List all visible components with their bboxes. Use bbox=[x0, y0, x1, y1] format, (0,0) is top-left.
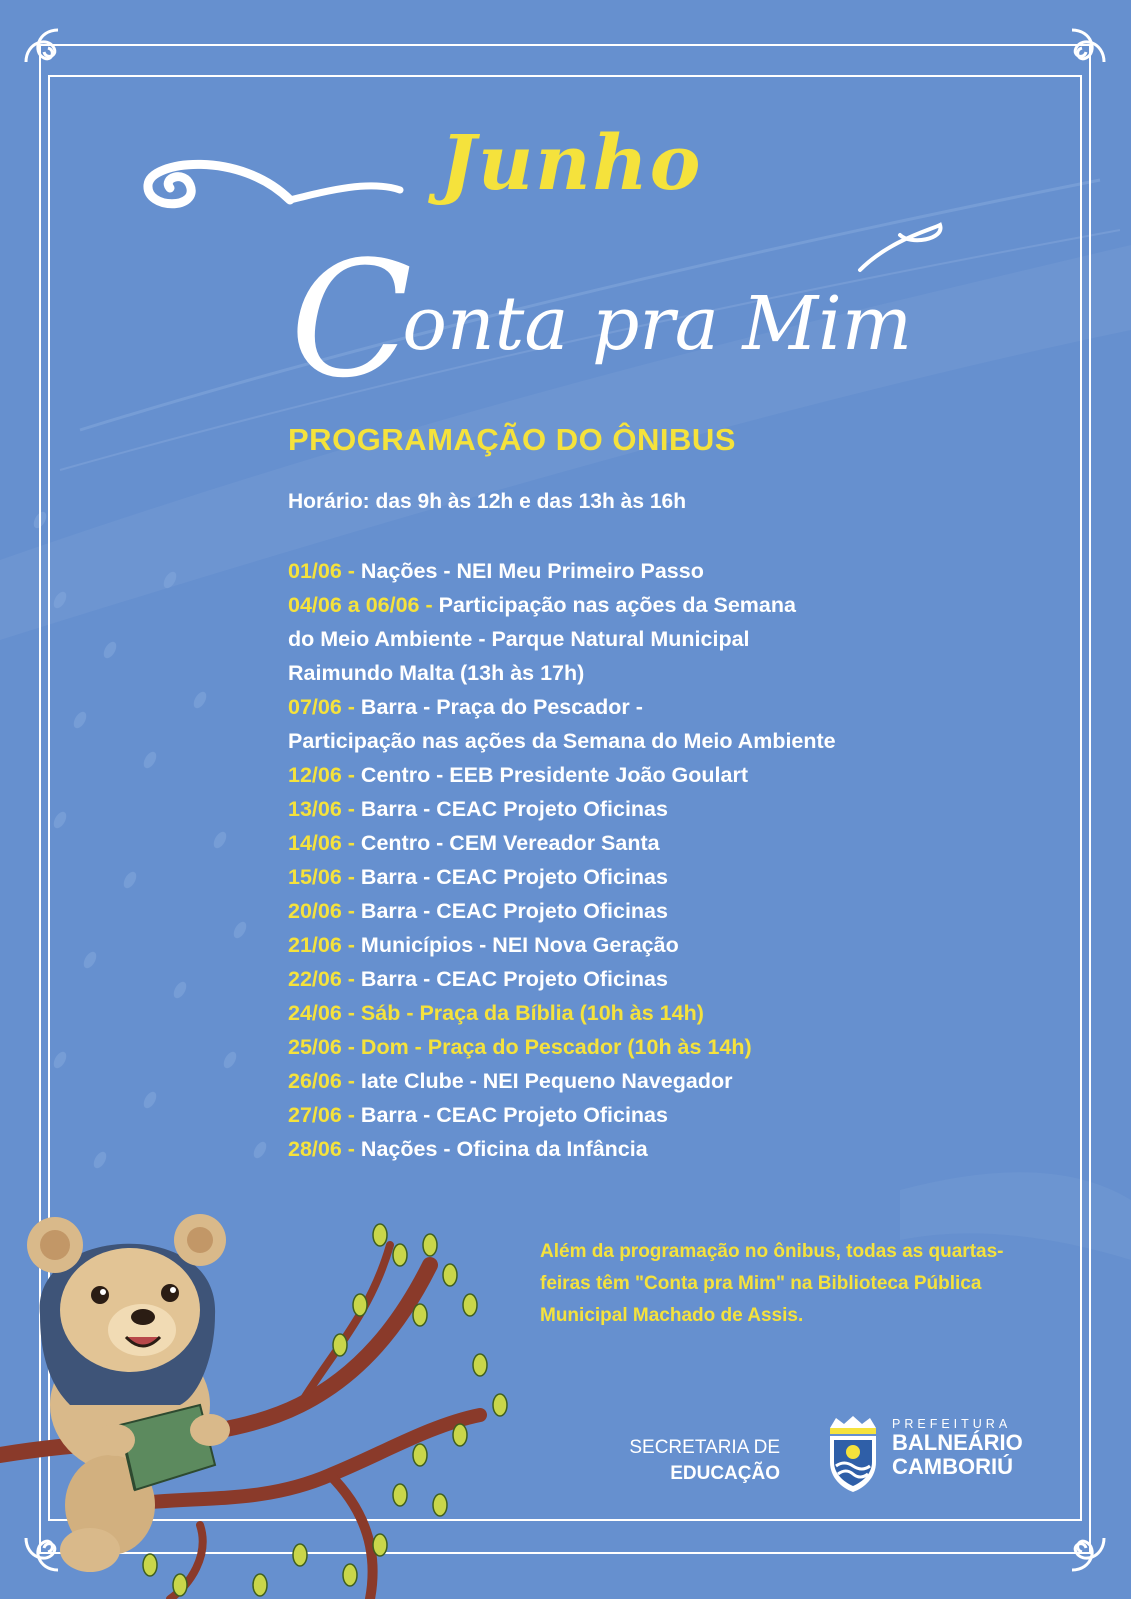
schedule-line bbox=[288, 554, 1008, 588]
schedule-list bbox=[288, 554, 1008, 1166]
bear-reading-illustration bbox=[0, 1205, 520, 1599]
schedule-line bbox=[288, 1098, 1008, 1132]
department-logo bbox=[612, 1435, 780, 1487]
schedule-desc: Barra - Praça do Pescador - bbox=[360, 695, 643, 719]
city-prefix: PREFEITURA bbox=[892, 1417, 1012, 1431]
title-main bbox=[290, 200, 913, 413]
schedule-date: 28/06 - bbox=[288, 1137, 361, 1161]
section-title: PROGRAMAÇÃO DO ÔNIBUS bbox=[288, 422, 736, 457]
title-month: Junho bbox=[440, 118, 703, 207]
schedule-desc: Barra - CEAC Projeto Oficinas bbox=[360, 797, 668, 821]
schedule-line bbox=[288, 622, 1008, 656]
title-initial: C bbox=[290, 226, 413, 413]
schedule-date: 22/06 - bbox=[288, 967, 361, 991]
title-rest: onta pra Mim bbox=[402, 281, 913, 367]
schedule-line bbox=[288, 656, 1008, 690]
department-line1: SECRETARIA DE bbox=[629, 1437, 780, 1458]
department-line2: EDUCAÇÃO bbox=[670, 1463, 780, 1484]
schedule-date: 04/06 a 06/06 - bbox=[288, 593, 439, 617]
schedule-date: 07/06 - bbox=[288, 695, 361, 719]
schedule-line bbox=[288, 962, 1008, 996]
schedule-desc: do Meio Ambiente - Parque Natural Municipal bbox=[288, 627, 750, 651]
schedule-hours: Horário: das 9h às 12h e das 13h às 16h bbox=[288, 490, 687, 513]
schedule-line-weekend bbox=[288, 996, 1008, 1030]
schedule-desc: Centro - CEM Vereador Santa bbox=[360, 831, 660, 855]
schedule-desc: Nações - NEI Meu Primeiro Passo bbox=[360, 559, 704, 583]
schedule-desc: Barra - CEAC Projeto Oficinas bbox=[360, 1103, 668, 1127]
schedule-line bbox=[288, 690, 1008, 724]
schedule-line bbox=[288, 724, 1008, 758]
corner-ornament-icon bbox=[18, 22, 82, 86]
schedule-date: 25/06 - bbox=[288, 1035, 361, 1059]
schedule-date: 27/06 - bbox=[288, 1103, 361, 1127]
schedule-desc: Barra - CEAC Projeto Oficinas bbox=[360, 865, 668, 889]
schedule-date: 15/06 - bbox=[288, 865, 361, 889]
schedule-date: 26/06 - bbox=[288, 1069, 361, 1093]
schedule-desc: Sáb - Praça da Bíblia (10h às 14h) bbox=[360, 1001, 704, 1025]
schedule-desc: Participação nas ações da Semana bbox=[438, 593, 796, 617]
schedule-line bbox=[288, 588, 1008, 622]
schedule-desc: Dom - Praça do Pescador (10h às 14h) bbox=[360, 1035, 752, 1059]
city-crest-icon bbox=[824, 1414, 882, 1494]
city-logo bbox=[892, 1417, 1023, 1479]
schedule-line bbox=[288, 894, 1008, 928]
schedule-desc: Centro - EEB Presidente João Goulart bbox=[360, 763, 748, 787]
schedule-date: 14/06 - bbox=[288, 831, 361, 855]
corner-ornament-icon bbox=[1048, 1514, 1112, 1578]
city-name-line1: BALNEÁRIO bbox=[892, 1430, 1023, 1455]
schedule-desc: Raimundo Malta (13h às 17h) bbox=[288, 661, 585, 685]
schedule-date: 01/06 - bbox=[288, 559, 361, 583]
corner-ornament-icon bbox=[1048, 22, 1112, 86]
schedule-desc: Iate Clube - NEI Pequeno Navegador bbox=[360, 1069, 733, 1093]
city-name-line2: CAMBORIÚ bbox=[892, 1454, 1013, 1479]
schedule-date: 24/06 - bbox=[288, 1001, 361, 1025]
library-note: Além da programação no ônibus, todas as quartas-feiras têm "Conta pra Mim" na Biblioteca Pública Municipal Machado de Assis. bbox=[540, 1241, 1004, 1326]
schedule-line bbox=[288, 826, 1008, 860]
schedule-desc: Participação nas ações da Semana do Meio Ambiente bbox=[288, 729, 836, 753]
schedule-line bbox=[288, 1132, 1008, 1166]
schedule-line bbox=[288, 792, 1008, 826]
schedule-date: 12/06 - bbox=[288, 763, 361, 787]
schedule-line-weekend bbox=[288, 1030, 1008, 1064]
schedule-desc: Barra - CEAC Projeto Oficinas bbox=[360, 967, 668, 991]
schedule-line bbox=[288, 860, 1008, 894]
schedule-line bbox=[288, 928, 1008, 962]
schedule-date: 13/06 - bbox=[288, 797, 361, 821]
schedule-line bbox=[288, 1064, 1008, 1098]
schedule-line bbox=[288, 758, 1008, 792]
schedule-desc: Barra - CEAC Projeto Oficinas bbox=[360, 899, 668, 923]
schedule-date: 21/06 - bbox=[288, 933, 361, 957]
schedule-date: 20/06 - bbox=[288, 899, 361, 923]
schedule-desc: Municípios - NEI Nova Geração bbox=[360, 933, 679, 957]
schedule-desc: Nações - Oficina da Infância bbox=[360, 1137, 648, 1161]
